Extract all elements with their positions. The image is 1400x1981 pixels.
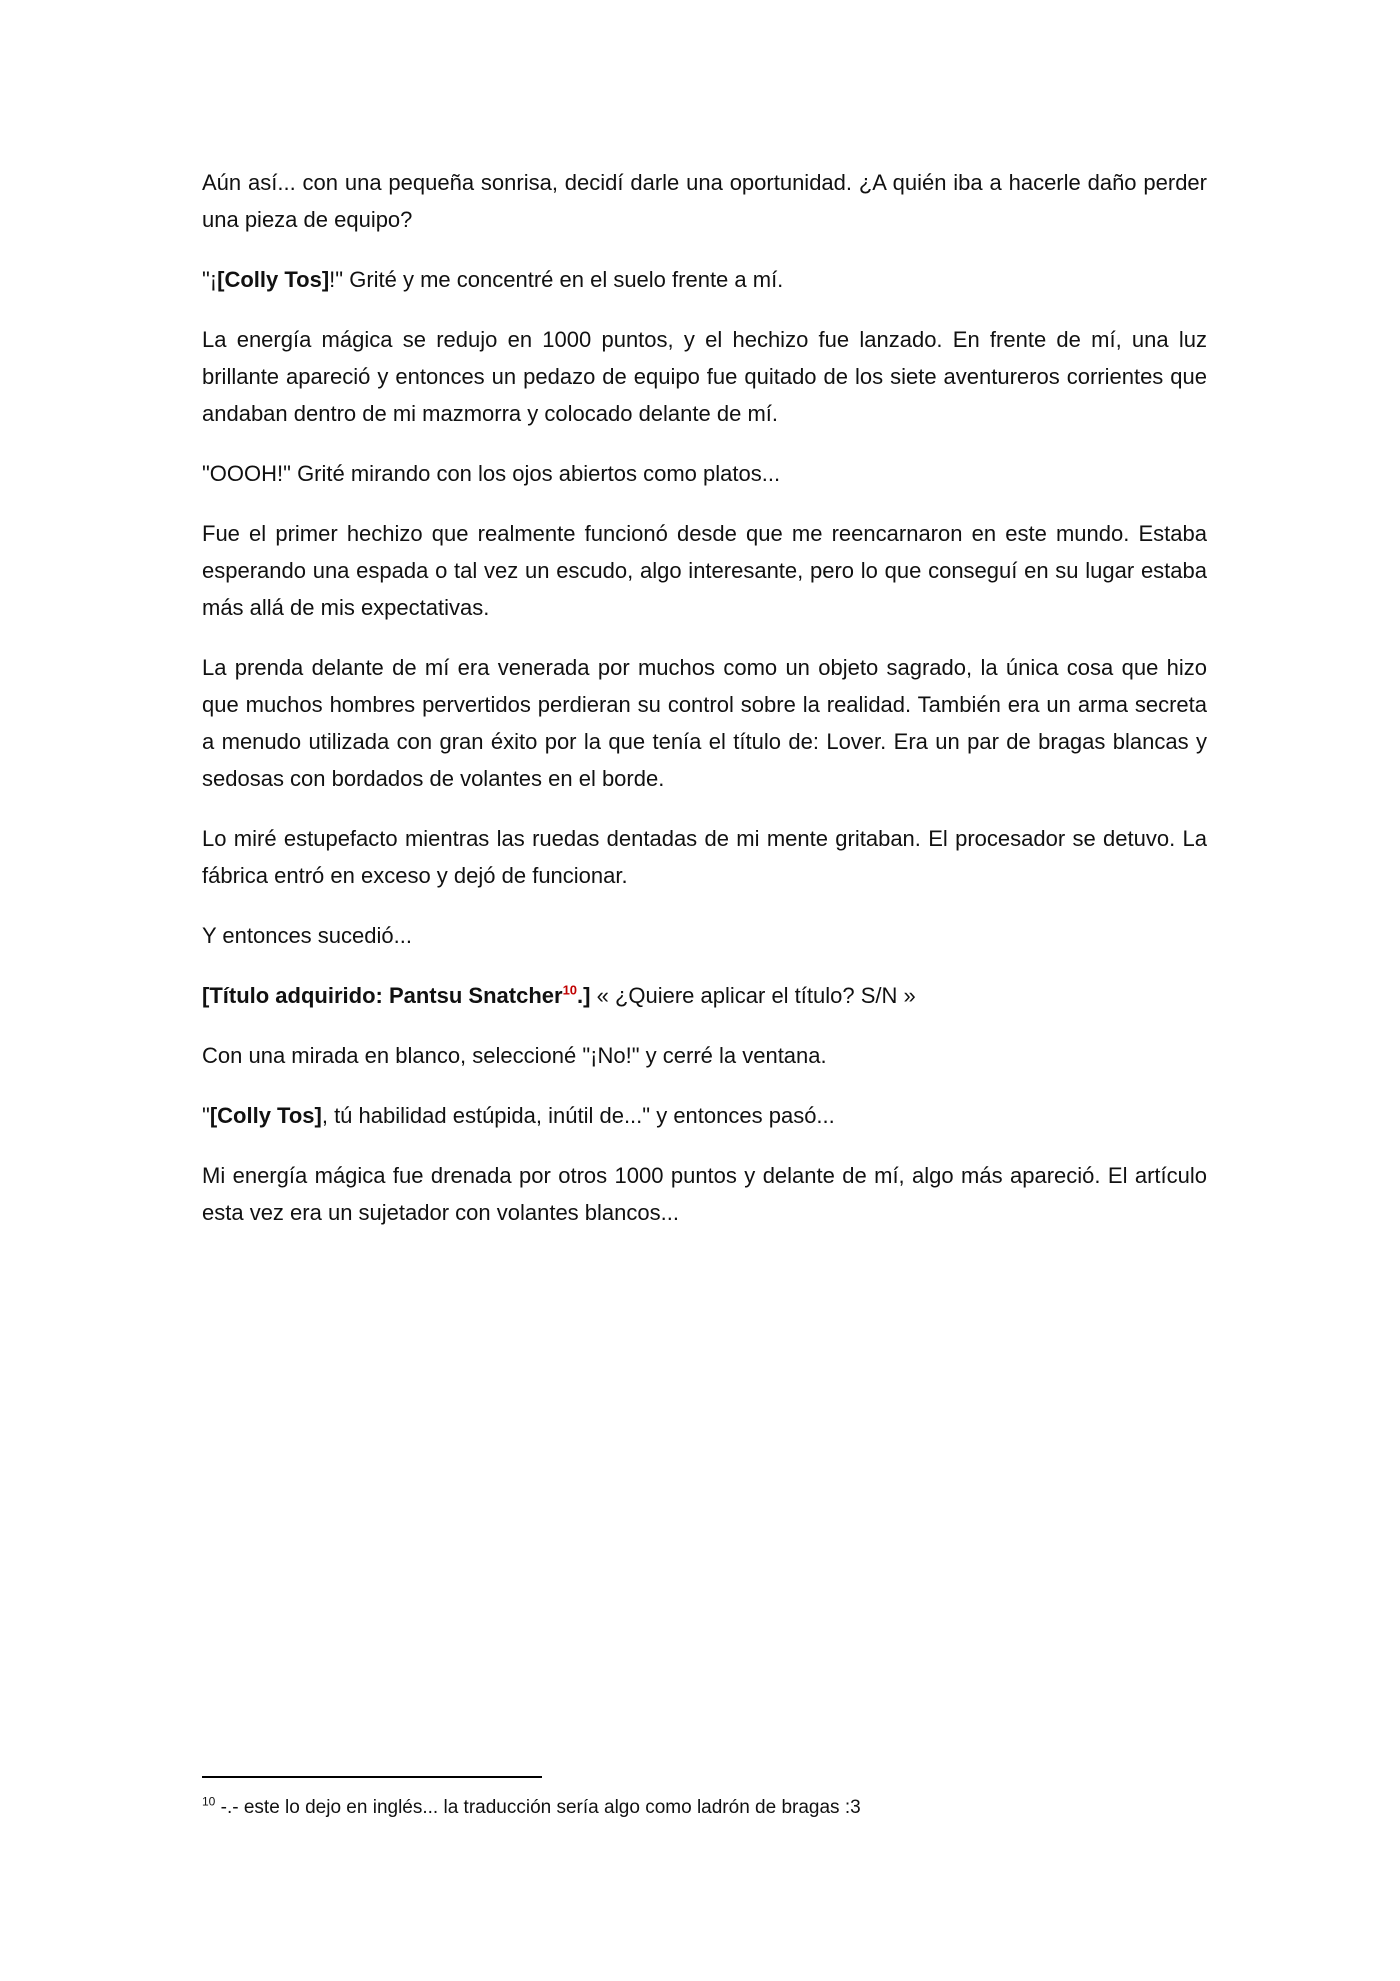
- paragraph-text: Lo miré estupefacto mientras las ruedas dentadas de mi mente gritaban. El procesador se detuvo. La fábrica entró en exceso y dejó de funcionar.: [202, 826, 1207, 888]
- footnote: [202, 1794, 1207, 1822]
- paragraph-4: [202, 455, 1207, 492]
- title-acquired: [Título adquirido: Pantsu Snatcher: [202, 983, 563, 1008]
- paragraph-10: [202, 1037, 1207, 1074]
- paragraph-11: [202, 1097, 1207, 1134]
- skill-name: [Colly Tos]: [209, 1103, 322, 1128]
- paragraph-9: [202, 977, 1207, 1014]
- paragraph-text: !" Grité y me concentré en el suelo frente a mí.: [329, 267, 784, 292]
- paragraph-text: « ¿Quiere aplicar el título? S/N »: [590, 983, 916, 1008]
- skill-name: [Colly Tos]: [217, 267, 330, 292]
- paragraph-5: [202, 515, 1207, 626]
- paragraph-1: [202, 164, 1207, 238]
- paragraph-text: Y entonces sucedió...: [202, 923, 412, 948]
- paragraph-text: La prenda delante de mí era venerada por muchos como un objeto sagrado, la única cosa que hizo que muchos hombres pervertidos perdieran su control sobre la realidad. También era un arma secreta a menudo utilizada con gran éxito por la que tenía el título de: Lover. Era un par de bragas blancas y sedosas con bordados de volantes en el borde.: [202, 655, 1207, 791]
- paragraph-2: [202, 261, 1207, 298]
- quote-open: ": [202, 1103, 210, 1128]
- paragraph-text: Mi energía mágica fue drenada por otros 1000 puntos y delante de mí, algo más apareció. El artículo esta vez era un sujetador con volantes blancos...: [202, 1163, 1207, 1225]
- paragraph-text: "OOOH!" Grité mirando con los ojos abiertos como platos...: [202, 461, 781, 486]
- footnote-separator: [202, 1776, 542, 1778]
- body-text: [202, 164, 1207, 1254]
- paragraph-12: [202, 1157, 1207, 1231]
- paragraph-text: Con una mirada en blanco, seleccioné "¡No!" y cerré la ventana.: [202, 1043, 827, 1068]
- paragraph-7: [202, 820, 1207, 894]
- paragraph-6: [202, 649, 1207, 797]
- paragraph-text: Aún así... con una pequeña sonrisa, decidí darle una oportunidad. ¿A quién iba a hacerle daño perder una pieza de equipo?: [202, 170, 1207, 232]
- title-acquired-end: .]: [577, 983, 591, 1008]
- footnote-reference-link[interactable]: 10: [562, 982, 578, 998]
- footnote-number: 10: [202, 1794, 216, 1809]
- paragraph-3: [202, 321, 1207, 432]
- quote-open: "¡: [202, 267, 218, 292]
- paragraph-text: , tú habilidad estúpida, inútil de..." y entonces pasó...: [321, 1103, 835, 1128]
- paragraph-text: La energía mágica se redujo en 1000 puntos, y el hechizo fue lanzado. En frente de mí, una luz brillante apareció y entonces un pedazo de equipo fue quitado de los siete aventureros corrientes que andaban dentro de mi mazmorra y colocado delante de mí.: [202, 327, 1207, 426]
- paragraph-8: [202, 917, 1207, 954]
- paragraph-text: Fue el primer hechizo que realmente funcionó desde que me reencarnaron en este mundo. Estaba esperando una espada o tal vez un escudo, algo interesante, pero lo que conseguí en su lugar estaba más allá de mis expectativas.: [202, 521, 1207, 620]
- footnote-text: -.- este lo dejo en inglés... la traducción sería algo como ladrón de bragas :3: [215, 1797, 861, 1818]
